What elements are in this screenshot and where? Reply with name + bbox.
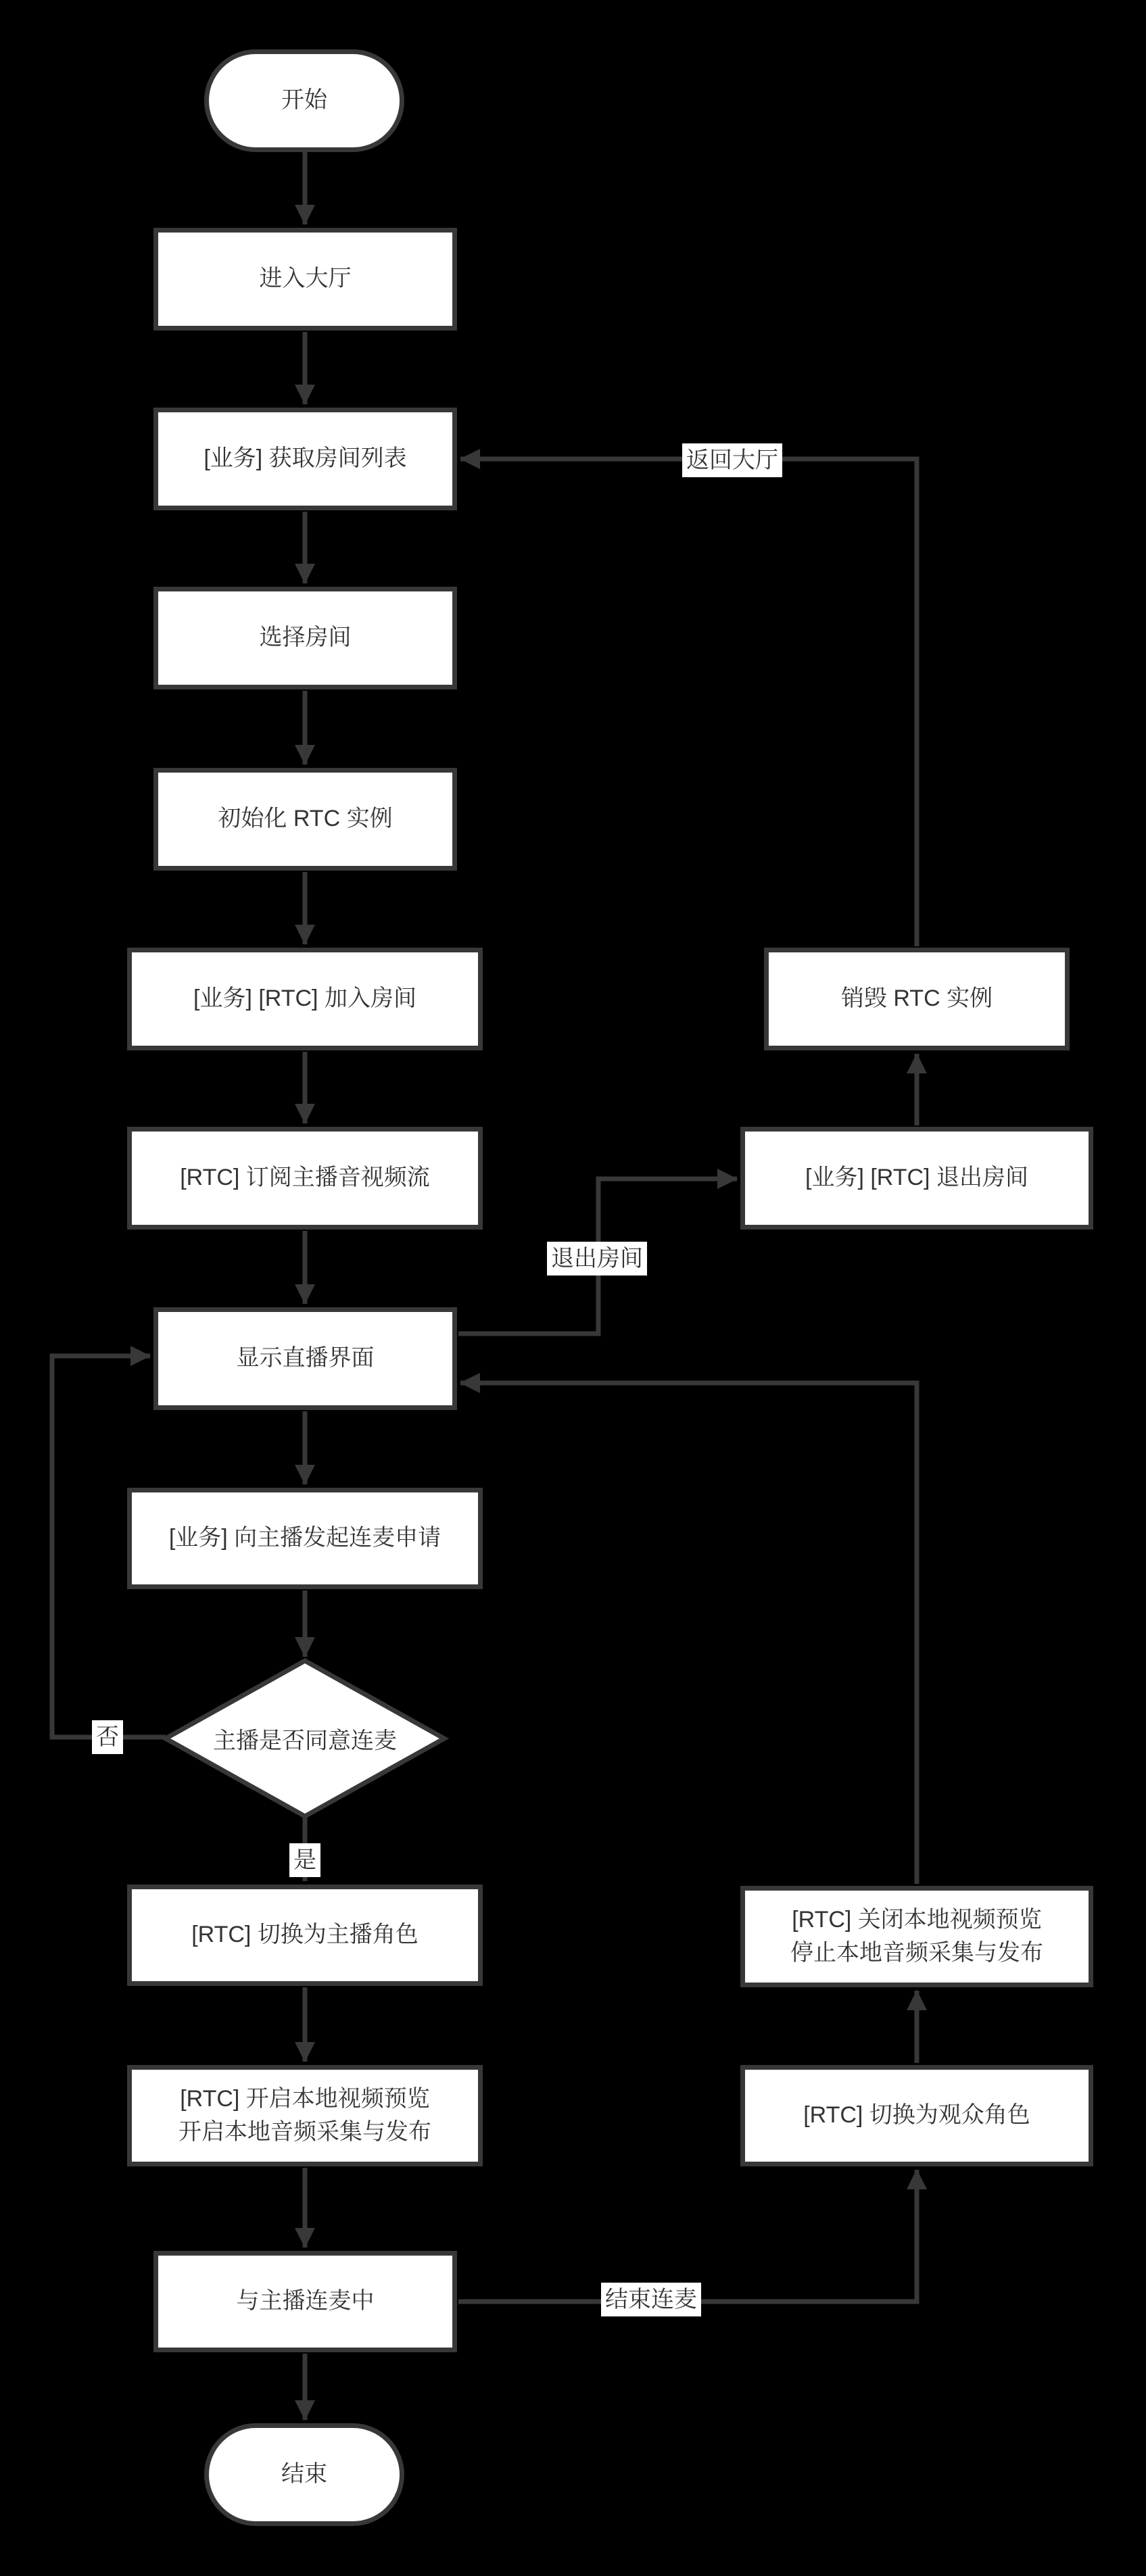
open-local-preview-node [127,2065,483,2166]
edge-label-yes: 是 [289,1843,320,1877]
request-mic-label: [业务] 向主播发起连麦申请 [168,1525,441,1551]
switch-anchor-role-node [127,1885,483,1986]
switch-audience-role-node [740,2065,1093,2166]
end-node [204,2423,404,2526]
switch-audience-role-label: [RTC] 切换为观众角色 [803,2102,1030,2129]
in-mic-session-label: 与主播连麦中 [236,2288,375,2314]
init-rtc-label: 初始化 RTC 实例 [218,806,393,832]
destroy-rtc-node [764,948,1070,1050]
open-local-preview-line1: [RTC] 开启本地视频预览 [180,2085,430,2112]
destroy-rtc-label: 销毁 RTC 实例 [840,986,993,1012]
start-node [204,49,404,152]
show-live-ui-label: 显示直播界面 [236,1345,375,1371]
show-live-ui-node [153,1307,457,1410]
select-room-label: 选择房间 [259,625,352,651]
subscribe-stream-label: [RTC] 订阅主播音视频流 [180,1165,430,1191]
start-node-label: 开始 [281,87,327,114]
close-local-preview-line1: [RTC] 关闭本地视频预览 [792,1906,1042,1933]
edge-label-return-lobby: 返回大厅 [682,443,782,477]
edge-close-preview-to-show-live [460,1383,917,1884]
edge-label-end-mic: 结束连麦 [601,2283,701,2316]
close-local-preview-line2: 停止本地音频采集与发布 [790,1940,1043,1966]
switch-anchor-role-label: [RTC] 切换为主播角色 [191,1922,419,1948]
join-room-label: [业务] [RTC] 加入房间 [193,986,416,1012]
exit-room-node [740,1127,1093,1230]
edge-label-no: 否 [92,1720,123,1754]
edge-label-exit-room: 退出房间 [547,1242,647,1275]
get-room-list-node [153,408,457,510]
subscribe-stream-node [127,1127,483,1230]
edge-in-mic-end-mic-to-switch-audience [458,2170,917,2302]
enter-lobby-label: 进入大厅 [259,266,352,292]
close-local-preview-node [740,1886,1093,1987]
open-local-preview-line2: 开启本地音频采集与发布 [178,2119,431,2145]
join-room-node [127,948,483,1050]
end-node-label: 结束 [281,2461,327,2487]
request-mic-node [127,1488,483,1589]
edge-destroy-rtc-to-get-room-list [460,459,917,946]
get-room-list-label: [业务] 获取房间列表 [204,445,407,472]
decision-node-label: 主播是否同意连麦 [213,1728,397,1754]
exit-room-label: [业务] [RTC] 退出房间 [805,1165,1028,1191]
enter-lobby-node [153,228,457,331]
select-room-node [153,587,457,689]
init-rtc-node [153,768,457,871]
in-mic-session-node [153,2251,457,2352]
